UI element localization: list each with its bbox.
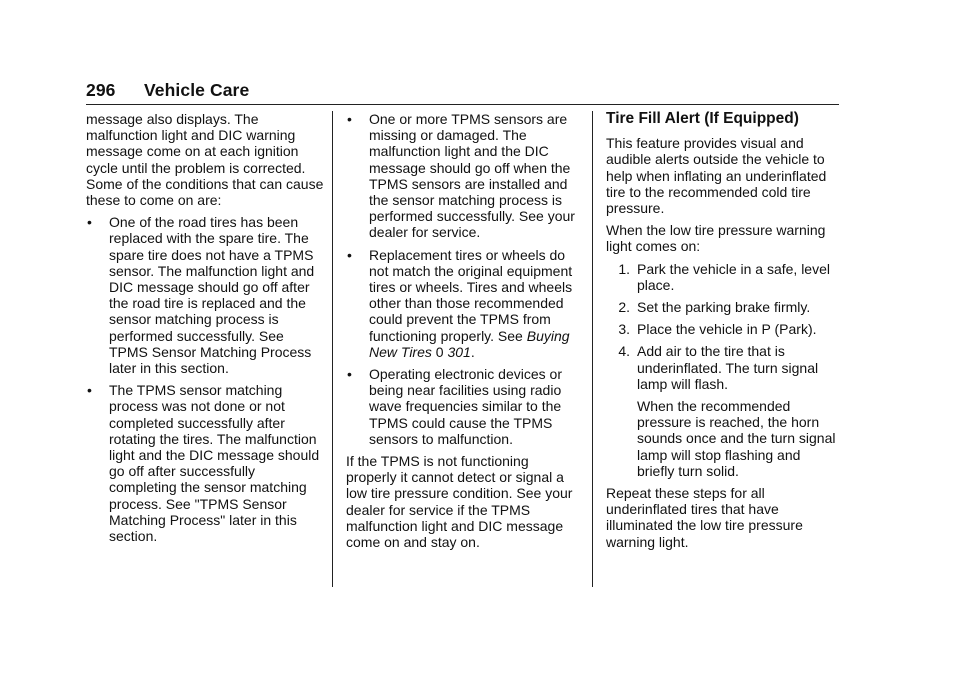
section-title: Vehicle Care xyxy=(144,80,250,100)
list-item xyxy=(346,247,582,360)
bullet-marker: • xyxy=(347,366,352,383)
bullet-text xyxy=(369,247,582,360)
bullet-text: One or more TPMS sensors are missing or damaged. The malfunction light and the DIC message should go off when the TPMS sensors are installed and the sensor matching process is performed successfully. See your dealer for service. xyxy=(369,111,575,241)
bullet-marker: • xyxy=(87,382,92,399)
repeat-paragraph: Repeat these steps for all underinflated tires that have illuminated the low tire pressure warning light. xyxy=(606,485,803,550)
page-ref-symbol: 0 xyxy=(435,343,444,360)
warning-paragraph: When the low tire pressure warning light comes on: xyxy=(606,222,826,255)
bullet-text-body: Replacement tires or wheels do not match the original equipment tires or wheels. Tires and wheels other than those recommended could prevent the TPMS from functioning properly. See xyxy=(369,246,573,344)
column-divider-2 xyxy=(592,111,593,587)
bullet-text: The TPMS sensor matching process was not done or not completed successfully after rotating the tires. The malfunction light and the DIC message should go off after successfully completing the sensor matching process. See "TPMS Sensor Matching Process" later in this section. xyxy=(109,382,320,545)
bullet-end: . xyxy=(470,343,475,360)
header-rule xyxy=(86,104,839,105)
step-item xyxy=(606,261,840,293)
step-item xyxy=(606,321,840,337)
page-header xyxy=(86,80,249,101)
step-text: Place the vehicle in P (Park). xyxy=(637,321,817,338)
bullet-marker: • xyxy=(347,111,352,127)
list-item xyxy=(346,111,582,241)
column-2 xyxy=(346,111,582,556)
page-ref-number[interactable]: 301 xyxy=(447,343,471,360)
step-text: Set the parking brake firmly. xyxy=(637,299,811,316)
bullet-text: Operating electronic devices or being near facilities using radio wave frequencies similar to the TPMS could cause the TPMS sensors to malfunction. xyxy=(369,366,562,447)
step-number: 1. xyxy=(618,260,630,277)
list-item xyxy=(86,214,324,376)
page-number: 296 xyxy=(86,80,116,100)
step-number: 4. xyxy=(618,343,630,360)
intro-paragraph: message also displays. The malfunction light and DIC warning message come on at each ignition cycle until the problem is corrected. Some of the conditions that can cause these to come on are: xyxy=(86,111,324,209)
bullet-text: One of the road tires has been replaced with the spare tire. The spare tire does not have a TPMS sensor. The malfunction light and DIC message should go off after the road tire is replaced and the sensor matching process is performed successfully. See TPMS Sensor Matching Process later in this section. xyxy=(109,214,315,377)
step-item xyxy=(606,299,840,315)
feature-paragraph: This feature provides visual and audible alerts outside the vehicle to help when inflating an underinflated tire to the recommended cold tire pressure. xyxy=(606,135,827,217)
step-note: When the recommended pressure is reached, the horn sounds once and the turn signal lamp will stop flashing and briefly turn solid. xyxy=(637,398,836,479)
step-item xyxy=(606,343,840,392)
step-text: Park the vehicle in a safe, level place. xyxy=(637,260,830,293)
column-divider-1 xyxy=(332,111,333,587)
list-item xyxy=(346,366,582,447)
step-number: 2. xyxy=(618,299,630,316)
section-heading: Tire Fill Alert (If Equipped) xyxy=(606,110,799,127)
column-3 xyxy=(606,111,840,556)
step-number: 3. xyxy=(618,321,630,338)
bullet-marker: • xyxy=(347,246,352,263)
step-text: Add air to the tire that is underinflated. The turn signal lamp will flash. xyxy=(637,343,819,392)
bullet-marker: • xyxy=(87,214,92,231)
tpms-paragraph: If the TPMS is not functioning properly it cannot detect or signal a low tire pressure condition. See your dealer for service if the TPMS malfunction light and DIC message come on and stay on. xyxy=(346,453,573,551)
column-1 xyxy=(86,111,324,550)
cross-reference-link[interactable]: Buying New Tires xyxy=(369,327,570,360)
list-item xyxy=(86,382,324,544)
